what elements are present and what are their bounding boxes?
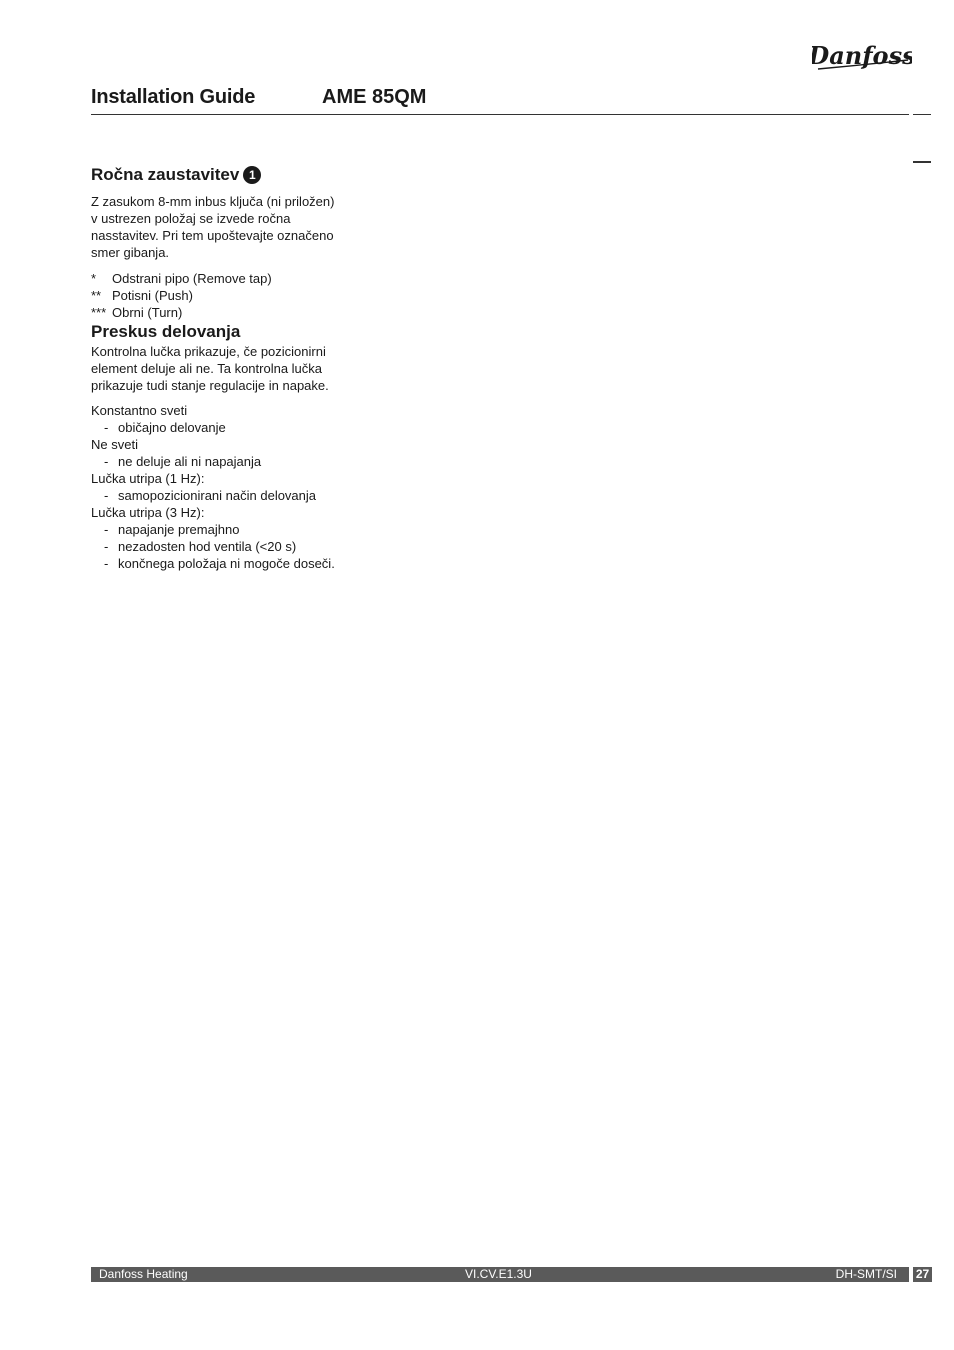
product-model: AME 85QM bbox=[322, 86, 427, 108]
margin-tick-bottom bbox=[913, 161, 931, 163]
section-heading-function-test: Preskus delovanja bbox=[91, 322, 241, 341]
led-states-list bbox=[91, 402, 361, 572]
document-title: Installation Guide bbox=[91, 86, 256, 108]
list-item: * Odstrani pipo (Remove tap) bbox=[91, 271, 272, 286]
footer-department: DH-SMT/SI bbox=[835, 1267, 897, 1281]
page-number: 27 bbox=[913, 1267, 932, 1282]
manual-override-paragraph: Z zasukom 8-mm inbus ključa (ni priložen) v ustrezen položaj se izvede ročna nasstavitev. Pri tem upoštevajte označeno smer gibanja. bbox=[91, 194, 335, 260]
list-item: - končnega položaja ni mogoče doseči. bbox=[104, 556, 335, 571]
state-label: Lučka utripa (1 Hz): bbox=[91, 471, 205, 486]
danfoss-logo bbox=[812, 36, 912, 76]
main-column bbox=[91, 164, 361, 572]
list-item: *** Obrni (Turn) bbox=[91, 305, 183, 320]
header-divider bbox=[91, 114, 909, 115]
footer-bar bbox=[91, 1267, 909, 1282]
list-item: - napajanje premajhno bbox=[104, 522, 240, 537]
function-test-paragraph: Kontrolna lučka prikazuje, če pozicionirni element deluje ali ne. Ta kontrolna lučka prikazuje tudi stanje regulacije in napake. bbox=[91, 344, 329, 393]
margin-tick-top bbox=[913, 114, 931, 115]
footer-company: Danfoss Heating bbox=[99, 1267, 188, 1281]
footer-doc-code: VI.CV.E1.3U bbox=[465, 1267, 532, 1281]
notes-list bbox=[91, 270, 361, 321]
section-heading-text: Ročna zaustavitev bbox=[91, 165, 240, 184]
list-item: - običajno delovanje bbox=[104, 420, 226, 435]
list-item: ** Potisni (Push) bbox=[91, 288, 193, 303]
svg-text:Danfoss: Danfoss bbox=[812, 41, 912, 70]
list-item: - ne deluje ali ni napajanja bbox=[104, 454, 262, 469]
state-label: Konstantno sveti bbox=[91, 403, 188, 418]
list-item: - nezadosten hod ventila (<20 s) bbox=[104, 539, 297, 554]
number-badge: 1 bbox=[243, 166, 261, 184]
state-label: Ne sveti bbox=[91, 437, 138, 452]
list-item: - samopozicionirani način delovanja bbox=[104, 488, 317, 503]
section-heading-manual-override bbox=[91, 164, 361, 186]
state-label: Lučka utripa (3 Hz): bbox=[91, 505, 205, 520]
